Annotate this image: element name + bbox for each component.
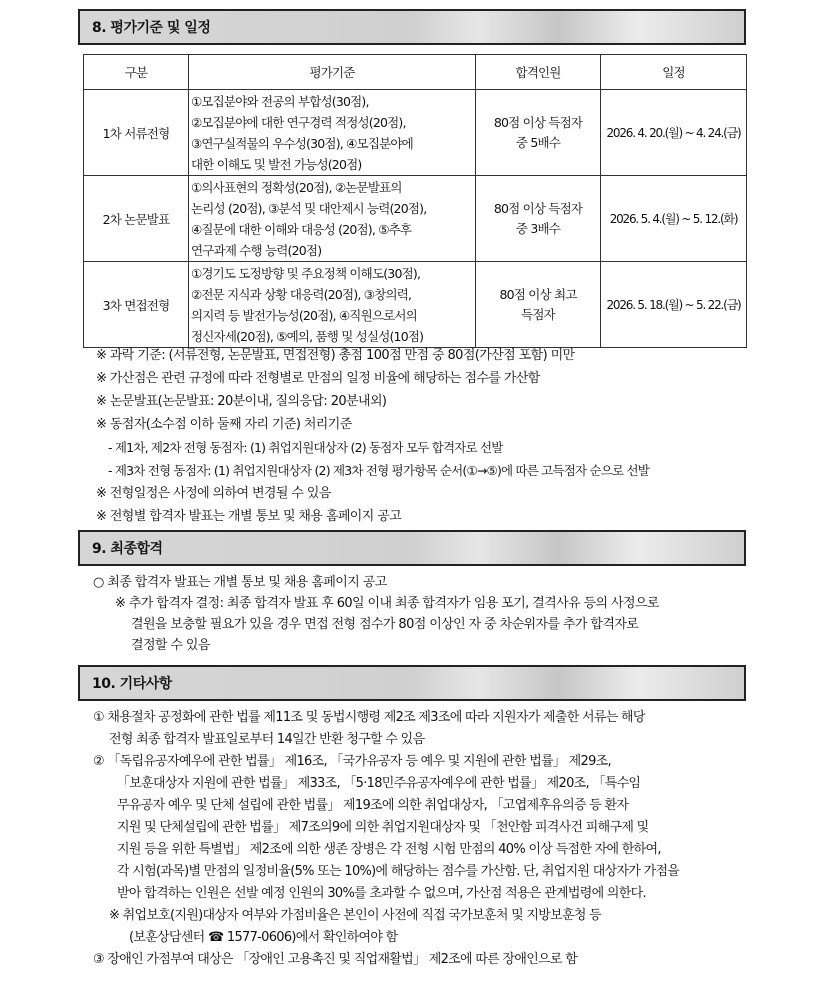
note-line: ※ 과락 기준: (서류전형, 논문발표, 면접전형) 총점 100점 만점 중 80점(가산점 포함) 미만	[96, 348, 575, 363]
criteria-line: ④질문에 대한 이해와 대응성 (20점), ⑤추후	[191, 221, 412, 237]
misc-line: 「보훈대상자 지원에 관한 법률」 제33조, 「5·18민주유공자예우에 관한 법률」 제20조, 「특수임	[117, 776, 641, 791]
table-header-row	[84, 55, 747, 90]
header-criteria: 평가기준	[189, 55, 476, 90]
row-type: 3차 면접전형	[84, 262, 189, 348]
criteria-line: ①경기도 도정방향 및 주요정책 이해도(30점),	[191, 265, 421, 281]
misc-line: 각 시험(과목)별 만점의 일정비율(5% 또는 10%)에 해당하는 점수를 가산함. 단, 취업지원 대상자가 가점을	[117, 864, 680, 879]
row-criteria	[189, 262, 476, 348]
misc-line: ② 「독립유공자예우에 관한 법률」 제16조, 「국가유공자 등 예우 및 지원에 관한 법률」 제29조,	[93, 754, 611, 769]
section-10-header	[78, 665, 746, 701]
pass-line: 80점 이상 득점자	[493, 114, 583, 130]
subnote-line: - 제1차, 제2차 전형 동점자: (1) 취업지원대상자 (2) 동점자 모두 합격자로 선발	[108, 440, 503, 455]
section-10-title: 10. 기타사항	[92, 676, 172, 692]
misc-line: ① 채용절차 공정화에 관한 법률 제11조 및 동법시행령 제2조 제3조에 따라 지원자가 제출한 서류는 해당	[93, 710, 645, 725]
misc-line: ※ 취업보호(지원)대상자 여부와 가점비율은 본인이 사전에 직접 국가보훈처 및 지방보훈청 등	[109, 908, 602, 923]
row-pass	[476, 90, 601, 176]
pass-line: 득점자	[521, 306, 555, 322]
note-line: ※ 전형별 합격자 발표는 개별 통보 및 채용 홈페이지 공고	[96, 509, 402, 524]
note-line: ※ 가산점은 관련 규정에 따라 전형별로 만점의 일정 비율에 해당하는 점수를 가산함	[96, 371, 540, 386]
misc-line: 전형 최종 합격자 발표일로부터 14일간 반환 청구할 수 있음	[109, 732, 425, 747]
table-row	[84, 176, 747, 262]
misc-line: 지원 등을 위한 특별법」 제2조에 의한 생존 장병은 각 전형 시험 만점의 40% 이상 득점한 자에 한하여,	[117, 842, 661, 857]
section-10-body	[93, 707, 753, 971]
criteria-line: ①모집분야와 전공의 부합성(30점),	[191, 93, 369, 109]
criteria-line: 연구과제 수행 능력(20점)	[191, 242, 322, 258]
row-criteria	[189, 90, 476, 176]
section-9-title: 9. 최종합격	[92, 541, 163, 557]
section-8-notes	[96, 344, 756, 528]
misc-line: 지원 및 단체설립에 관한 법률」 제7조의9에 의한 취업지원대상자 및 「천안함 피격사건 피해구제 및	[117, 820, 649, 835]
pass-line: 80점 이상 최고	[499, 286, 577, 302]
misc-line: (보훈상담센터 ☎ 1577-0606)에서 확인하여야 함	[129, 930, 398, 945]
note-line: ※ 논문발표(논문발표: 20분이내, 질의응답: 20분내외)	[96, 394, 387, 409]
criteria-line: 정신자세(20점), ⑤예의, 품행 및 성실성(10점)	[191, 328, 424, 344]
criteria-line: ③연구실적물의 우수성(30점), ④모집분야에	[191, 135, 413, 151]
final-line: 결원을 보충할 필요가 있을 경우 면접 전형 점수가 80점 이상인 자 중 차순위자를 추가 합격자로	[131, 617, 639, 632]
misc-line: 받아 합격하는 인원은 선발 예정 인원의 30%를 초과할 수 없으며, 가산점 적용은 관계법령에 의한다.	[117, 886, 646, 901]
note-line: ※ 전형일정은 사정에 의하여 변경될 수 있음	[96, 486, 331, 501]
pass-line: 중 5배수	[515, 134, 561, 150]
final-line: ○ 최종 합격자 발표는 개별 통보 및 채용 홈페이지 공고	[93, 575, 387, 590]
evaluation-table	[83, 54, 747, 348]
header-type: 구분	[84, 55, 189, 90]
table-row	[84, 90, 747, 176]
misc-line: ③ 장애인 가점부여 대상은 「장애인 고용촉진 및 직업재활법」 제2조에 따른 장애인으로 함	[93, 952, 578, 967]
header-pass: 합격인원	[476, 55, 601, 90]
note-line: ※ 동점자(소수점 이하 둘째 자리 기준) 처리기준	[96, 417, 352, 432]
header-schedule: 일정	[601, 55, 747, 90]
row-pass	[476, 176, 601, 262]
misc-line: 무유공자 예우 및 단체 설립에 관한 법률」 제19조에 의한 취업대상자, 「고엽제후유의증 등 환자	[117, 798, 629, 813]
criteria-line: ②모집분야에 대한 연구경력 적정성(20점),	[191, 114, 406, 130]
row-pass	[476, 262, 601, 348]
criteria-line: ①의사표현의 정확성(20점), ②논문발표의	[191, 179, 402, 195]
row-schedule: 2026. 5. 4.(월) ~ 5. 12.(화)	[601, 176, 747, 262]
criteria-line: 대한 이해도 및 발전 가능성(20점)	[191, 156, 362, 172]
final-line: 결정할 수 있음	[131, 638, 210, 653]
criteria-line: 논리성 (20점), ③분석 및 대안제시 능력(20점),	[191, 200, 427, 216]
section-9-header	[78, 530, 746, 566]
section-8-title: 8. 평가기준 및 일정	[92, 20, 211, 36]
row-type: 1차 서류전형	[84, 90, 189, 176]
row-criteria	[189, 176, 476, 262]
final-line: ※ 추가 합격자 결정: 최종 합격자 발표 후 60일 이내 최종 합격자가 임용 포기, 결격사유 등의 사정으로	[115, 596, 659, 611]
section-9-body	[93, 572, 753, 656]
criteria-line: 의지력 등 발전가능성(20점), ④직원으로서의	[191, 307, 417, 323]
pass-line: 80점 이상 득점자	[493, 200, 583, 216]
row-type: 2차 논문발표	[84, 176, 189, 262]
section-8-header	[78, 9, 746, 45]
table-row	[84, 262, 747, 348]
row-schedule: 2026. 5. 18.(월) ~ 5. 22.(금)	[601, 262, 747, 348]
subnote-line: - 제3차 전형 동점자: (1) 취업지원대상자 (2) 제3차 전형 평가항목 순서(①→⑤)에 따른 고득점자 순으로 선발	[108, 463, 650, 478]
row-schedule: 2026. 4. 20.(월) ~ 4. 24.(금)	[601, 90, 747, 176]
criteria-line: ②전문 지식과 상황 대응력(20점), ③창의력,	[191, 286, 412, 302]
pass-line: 중 3배수	[515, 220, 561, 236]
